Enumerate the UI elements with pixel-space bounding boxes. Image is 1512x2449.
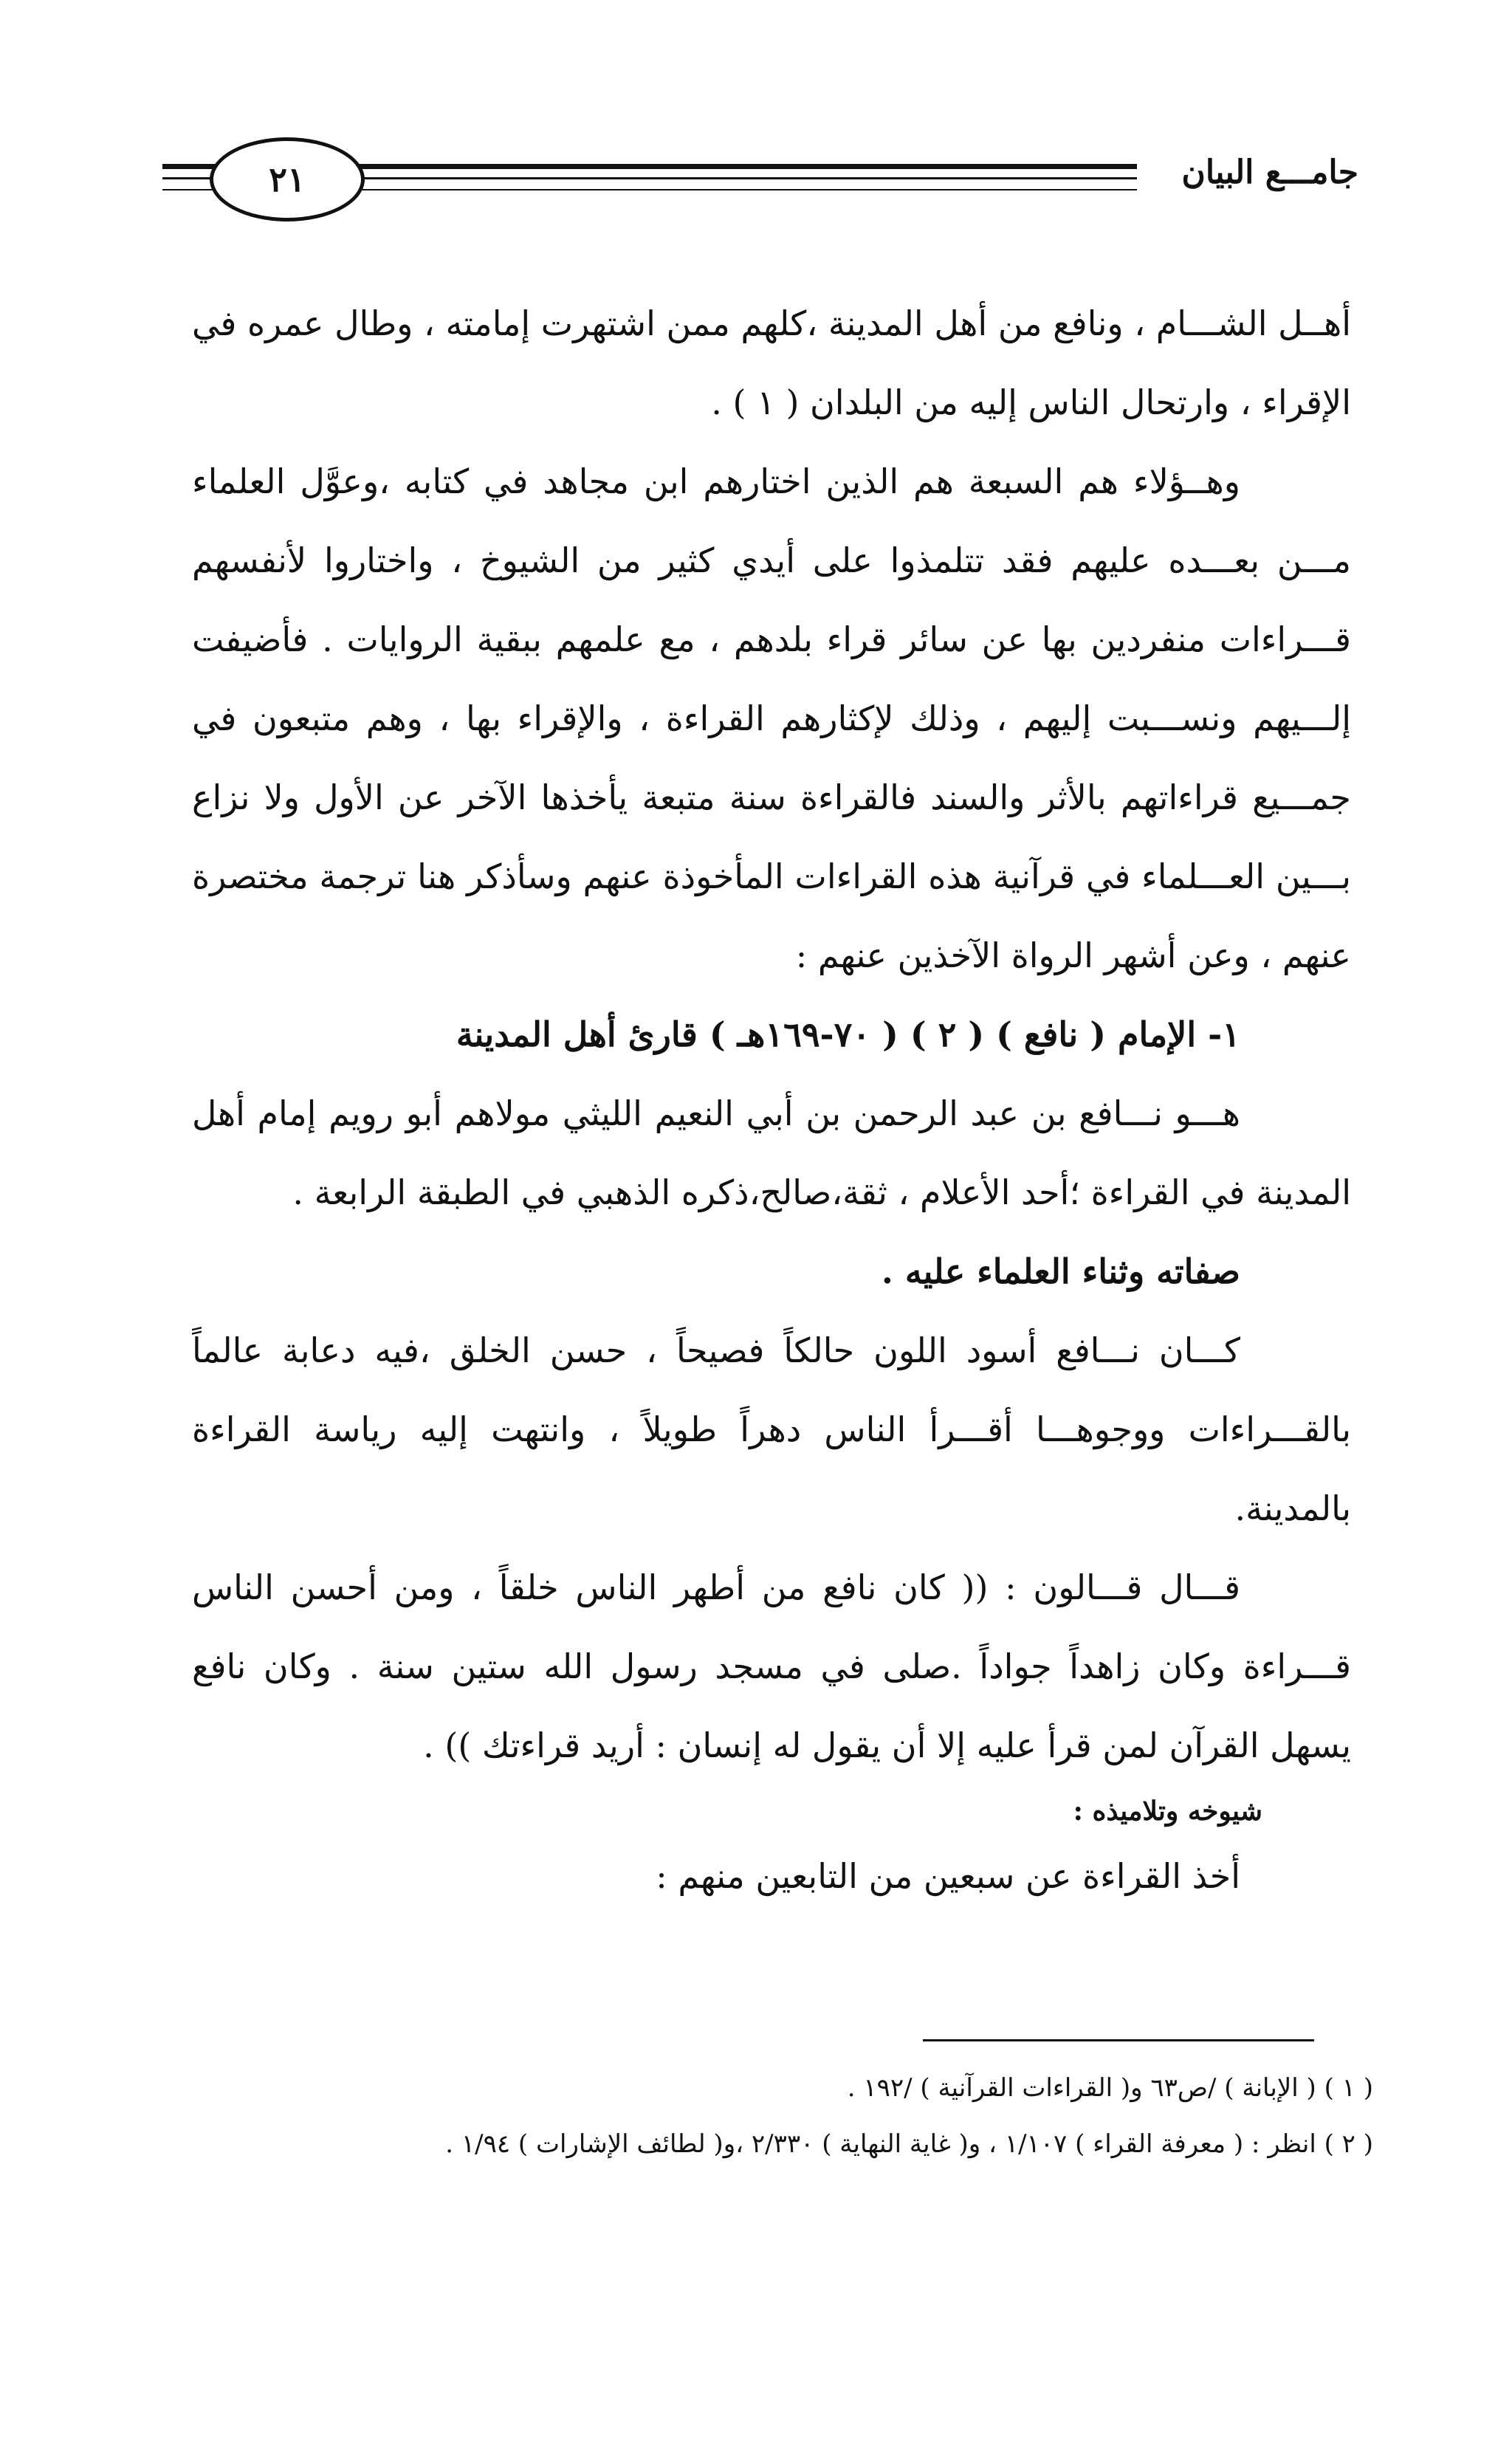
text-line: إلـــيهم ونســـبت إليهم ، وذلك لإكثارهم القراءة ، والإقراء بها ، وهم متبعون في	[192, 698, 1351, 738]
footnote: ( ٢ ) انظر : ( معرفة القراء ) ١/١٠٧ ، و( غاية النهاية ) ٢/٣٣٠ ،و( لطائف الإشارات ) ١/٩٤ .	[445, 2129, 1373, 2159]
item-heading: ١- الإمام ( نافع ) ( ٢ ) ( ٧٠-١٦٩هـ ) قارئ أهل المدينة	[456, 1014, 1240, 1054]
text-line: أهــل الشـــام ، ونافع من أهل المدينة ،كلهم ممن اشتهرت إمامته ، وطال عمره في	[192, 303, 1351, 343]
page-number: ٢١	[210, 137, 365, 221]
footnotes	[192, 2060, 1373, 2172]
text-line: قـــال قـــالون : (( كان نافع من أطهر الناس خلقاً ، ومن أحسن الناس	[192, 1567, 1240, 1607]
text-line: الإقراء ، وارتحال الناس إليه من البلدان ( ١ ) .	[711, 382, 1351, 422]
text-line: يسهل القرآن لمن قرأ عليه إلا أن يقول له إنسان : أريد قراءتك )) .	[423, 1725, 1351, 1765]
footnote-separator	[923, 2039, 1314, 2041]
text-line: بالقـــراءات ووجوهـــا أقـــرأ الناس دهراً طويلاً ، وانتهت إليه رياسة القراءة	[192, 1409, 1351, 1449]
text-line: كـــان نـــافع أسود اللون حالكاً فصيحاً ، حسن الخلق ،فيه دعابة عالماً	[192, 1330, 1240, 1370]
text-line: وهــؤلاء هم السبعة هم الذين اختارهم ابن مجاهد في كتابه ،وعوَّل العلماء	[192, 461, 1240, 501]
sub-heading: شيوخه وتلاميذه :	[1073, 1796, 1262, 1827]
main-text	[192, 284, 1351, 1916]
text-line: المدينة في القراءة ؛أحد الأعلام ، ثقة،صالح،ذكره الذهبي في الطبقة الرابعة .	[292, 1172, 1351, 1212]
text-line: مـــن بعـــده عليهم فقد تتلمذوا على أيدي كثير من الشيوخ ، واختاروا لأنفسهم	[192, 540, 1351, 580]
text-line: أخذ القراءة عن سبعين من التابعين منهم :	[656, 1856, 1240, 1896]
running-header	[162, 133, 1358, 221]
text-line: بالمدينة.	[1234, 1488, 1351, 1528]
text-line: قـــراءات منفردين بها عن سائر قراء بلدهم ، مع علمهم ببقية الروايات . فأضيفت	[192, 619, 1351, 659]
text-line: بـــين العـــلماء في قرآنية هذه القراءات المأخوذة عنهم وسأذكر هنا ترجمة مختصرة	[192, 856, 1351, 896]
text-line: قـــراءة وكان زاهداً جواداً .صلى في مسجد رسول الله ستين سنة . وكان نافع	[192, 1646, 1351, 1686]
book-title: جامـــع البيان	[1181, 154, 1358, 191]
text-line: جمـــيع قراءاتهم بالأثر والسند فالقراءة سنة متبعة يأخذها الآخر عن الأول ولا نزاع	[192, 777, 1351, 817]
text-line: هـــو نـــافع بن عبد الرحمن بن أبي النعيم الليثي مولاهم أبو رويم إمام أهل	[192, 1093, 1240, 1133]
section-heading: صفاته وثناء العلماء عليه .	[881, 1251, 1240, 1291]
footnote: ( ١ ) ( الإبانة ) /ص٦٣ و( القراءات القرآنية ) /١٩٢ .	[847, 2073, 1373, 2103]
text-line: عنهم ، وعن أشهر الرواة الآخذين عنهم :	[795, 935, 1351, 975]
